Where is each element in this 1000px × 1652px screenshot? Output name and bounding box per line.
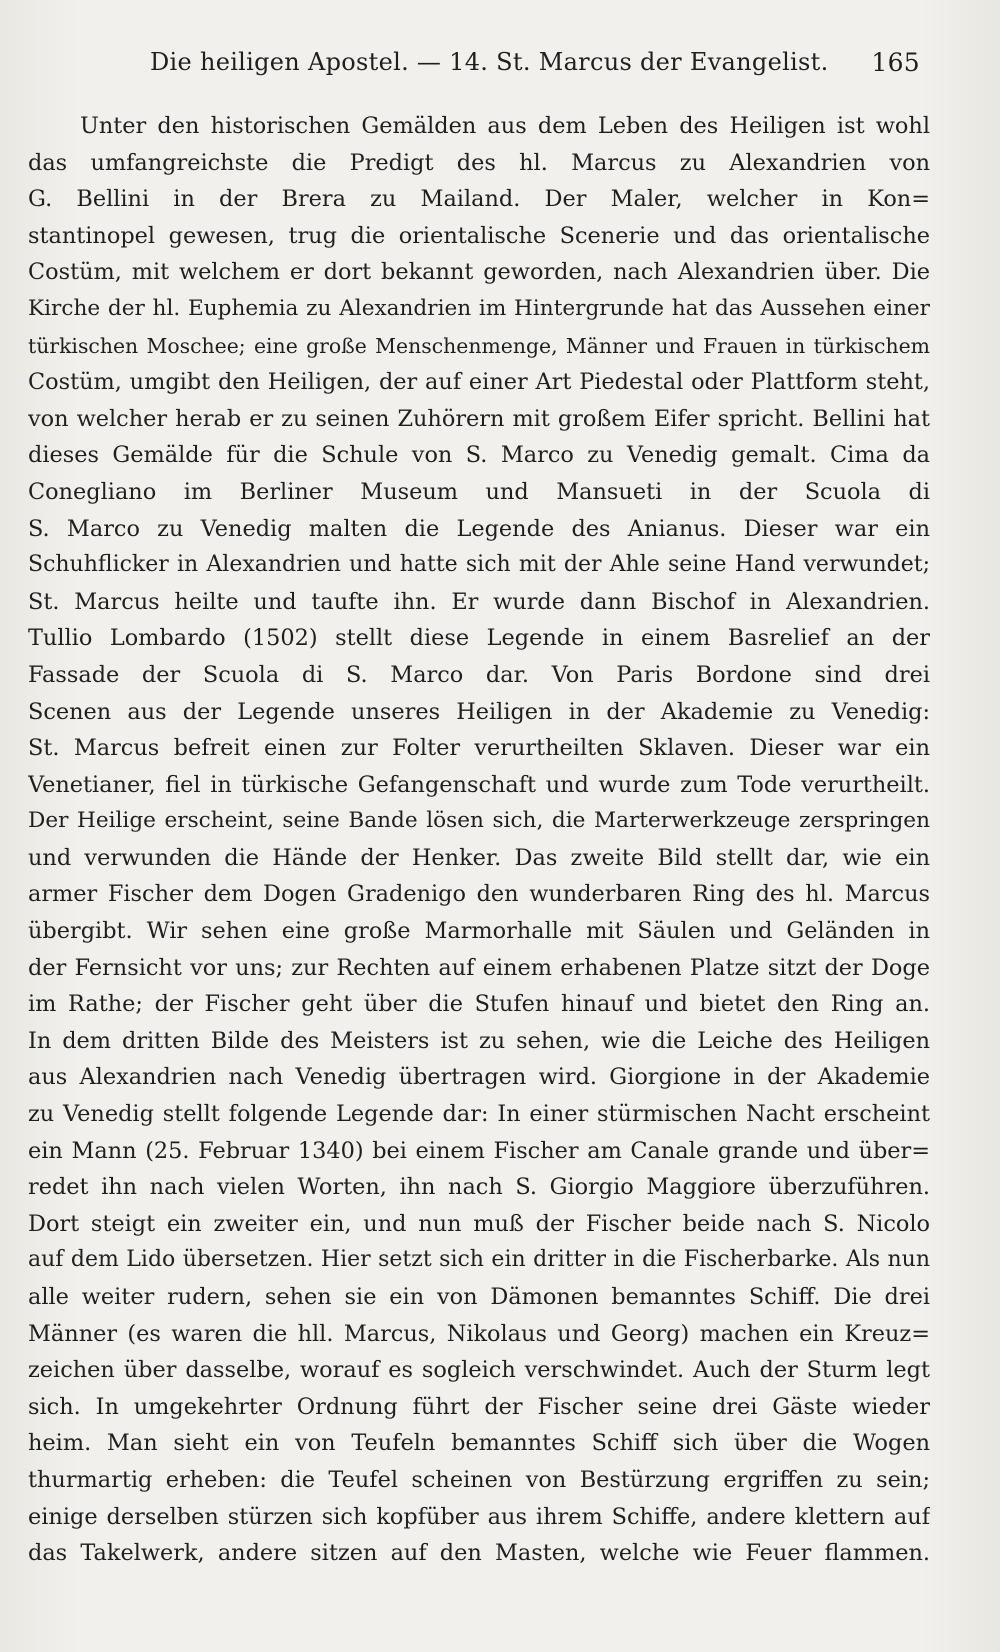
text-line: Fassade der Scuola di S. Marco dar. Von Paris Bordone sind drei: [28, 661, 930, 688]
text-line: aus Alexandrien nach Venedig übertragen wird. Giorgione in der Akademie: [28, 1064, 930, 1091]
text-line: Männer (es waren die hll. Marcus, Nikolaus und Georg) machen ein Kreuz=: [28, 1320, 930, 1347]
text-line: Dort steigt ein zweiter ein, und nun muß der Fischer beide nach S. Nicolo: [28, 1210, 930, 1237]
text-line: der Fernsicht vor uns; zur Rechten auf einem erhabenen Platze sitzt der Doge: [28, 954, 930, 981]
text-line: und verwunden die Hände der Henker. Das zweite Bild stellt dar, wie ein: [28, 844, 930, 871]
running-head-title: Die heiligen Apostel. — 14. St. Marcus der Evangelist.: [150, 48, 829, 76]
text-line: auf dem Lido übersetzen. Hier setzt sich ein dritter in die Fischerbarke. Als nun: [28, 1247, 930, 1273]
text-line: Schuhflicker in Alexandrien und hatte sich mit der Ahle seine Hand verwundet;: [28, 552, 930, 578]
text-line: thurmartig erheben: die Teufel scheinen von Bestürzung ergriffen zu sein;: [28, 1466, 930, 1493]
text-line: Costüm, umgibt den Heiligen, der auf einer Art Piedestal oder Plattform steht,: [28, 369, 930, 396]
text-line: ein Mann (25. Februar 1340) bei einem Fischer am Canale grande und über=: [28, 1137, 930, 1164]
text-line: St. Marcus heilte und taufte ihn. Er wurde dann Bischof in Alexandrien.: [28, 588, 930, 615]
text-line: Kirche der hl. Euphemia zu Alexandrien im Hintergrunde hat das Aussehen einer: [28, 295, 930, 321]
text-line: zu Venedig stellt folgende Legende dar: In einer stürmischen Nacht erscheint: [28, 1101, 930, 1128]
text-line: Der Heilige erscheint, seine Bande lösen sich, die Marterwerkzeuge zerspringen: [28, 808, 930, 834]
text-line: heim. Man sieht ein von Teufeln bemanntes Schiff sich über die Wogen: [28, 1430, 930, 1457]
text-line: das umfangreichste die Predigt des hl. Marcus zu Alexandrien von: [28, 149, 930, 176]
body-text: [28, 108, 930, 1572]
text-line: stantinopel gewesen, trug die orientalische Scenerie und das orientalische: [28, 222, 930, 249]
text-line: G. Bellini in der Brera zu Mailand. Der Maler, welcher in Kon=: [28, 186, 930, 213]
text-line: Venetianer, fiel in türkische Gefangenschaft und wurde zum Tode verurtheilt.: [28, 771, 930, 798]
text-line: Tullio Lombardo (1502) stellt diese Legende in einem Basrelief an der: [28, 625, 930, 652]
text-line: im Rathe; der Fischer geht über die Stufen hinauf und bietet den Ring an.: [28, 991, 930, 1018]
text-line: sich. In umgekehrter Ordnung führt der Fischer seine drei Gäste wieder: [28, 1393, 930, 1420]
text-line: übergibt. Wir sehen eine große Marmorhalle mit Säulen und Geländen in: [28, 918, 930, 945]
text-line: armer Fischer dem Dogen Gradenigo den wunderbaren Ring des hl. Marcus: [28, 881, 930, 908]
text-line: das Takelwerk, andere sitzen auf den Masten, welche wie Feuer flammen.: [28, 1540, 930, 1567]
text-line: In dem dritten Bilde des Meisters ist zu sehen, wie die Leiche des Heiligen: [28, 1027, 930, 1054]
text-line: Unter den historischen Gemälden aus dem Leben des Heiligen ist wohl: [80, 113, 930, 139]
text-line: St. Marcus befreit einen zur Folter verurtheilten Sklaven. Dieser war ein: [28, 735, 930, 762]
page-number: 165: [871, 48, 920, 77]
text-line: Scenen aus der Legende unseres Heiligen in der Akademie zu Venedig:: [28, 698, 930, 725]
text-line: S. Marco zu Venedig malten die Legende des Anianus. Dieser war ein: [28, 515, 930, 542]
text-line: zeichen über dasselbe, worauf es sogleich verschwindet. Auch der Sturm legt: [28, 1357, 930, 1384]
text-line: Conegliano im Berliner Museum und Mansueti in der Scuola di: [28, 478, 930, 505]
text-line: von welcher herab er zu seinen Zuhörern mit großem Eifer spricht. Bellini hat: [28, 405, 930, 432]
text-line: einige derselben stürzen sich kopfüber aus ihrem Schiffe, andere klettern auf: [28, 1503, 930, 1530]
text-line: Costüm, mit welchem er dort bekannt geworden, nach Alexandrien über. Die: [28, 259, 930, 286]
text-line: alle weiter rudern, sehen sie ein von Dämonen bemanntes Schiff. Die drei: [28, 1284, 930, 1310]
running-head: [150, 48, 920, 88]
text-line: türkischen Moschee; eine große Menschenmenge, Männer und Frauen in türkischem: [28, 333, 930, 358]
text-line: dieses Gemälde für die Schule von S. Marco zu Venedig gemalt. Cima da: [28, 442, 930, 469]
text-line: redet ihn nach vielen Worten, ihn nach S. Giorgio Maggiore überzuführen.: [28, 1174, 930, 1201]
